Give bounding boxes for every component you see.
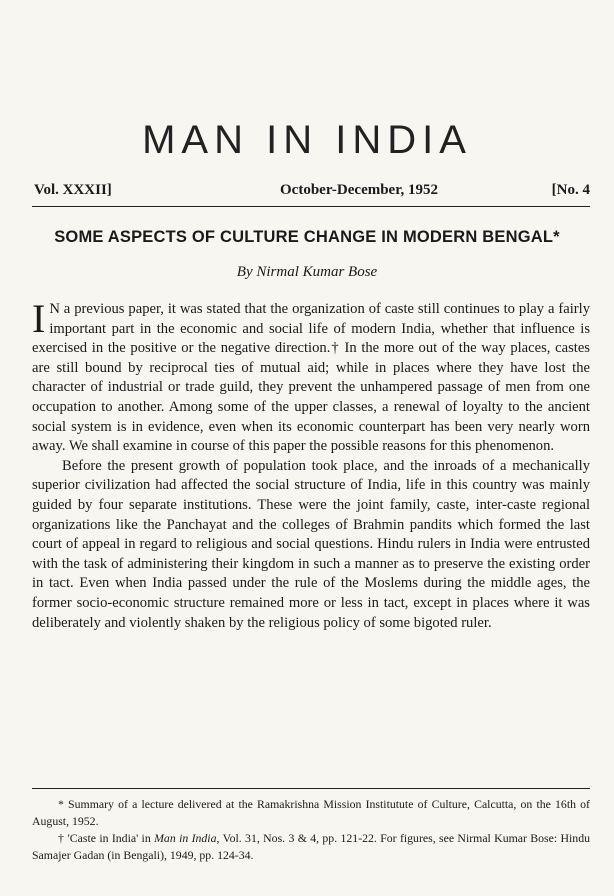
header-rule xyxy=(32,206,590,207)
footnote-1: * Summary of a lecture delivered at the Ramakrishna Mission Institutute of Culture, Calcutta, on the 16th of August, 1952. xyxy=(32,797,590,828)
paragraph-1-text: N a previous paper, it was stated that the organization of caste still continues to play a fairly important part in the economic and social life of modern India, whether that influence is exercised in the positive or the negative direction.† In the more out of the way places, castes are still bound by reciprocal ties of mutual aid; while in places where they have lost the character of industrial or trade guild, they prevent the unhampered passage of men from one occupation to another. Among some of the upper classes, a renewal of loyalty to the ancient social system is in evidence, even when its economic counterpart has been very nearly worn away. We shall examine in course of this paper the possible reasons for this phenomenon. xyxy=(32,301,590,455)
footnote-2 xyxy=(32,830,590,864)
footnote-2-suffix: , Vol. 31, Nos. 3 & 4, pp. 121-22. For figures, see Nirmal Kumar Bose: Hindu Samajer Gadan (in Bengali), 1949, pp. 124-34. xyxy=(32,831,590,862)
article-title: SOME ASPECTS OF CULTURE CHANGE IN MODERN BENGAL* xyxy=(54,228,560,246)
article-byline: By Nirmal Kumar Bose xyxy=(236,264,378,280)
journal-title: MAN IN INDIA xyxy=(142,118,472,162)
footnote-2-journal: Man in India xyxy=(154,831,217,845)
footnote-2-prefix: † 'Caste in India' in xyxy=(58,831,155,845)
issue-number: [No. 4 xyxy=(551,182,590,198)
issue-line xyxy=(32,178,590,204)
drop-cap: I xyxy=(32,296,46,341)
paragraph-2: Before the present growth of population took place, and the inroads of a mechanically superior civilization had affected the social structure of India, life in this country was mainly guided by four separate institutions. These were the joint family, caste, inter-caste regional organizations like the Panchayat and the colleges of Brahmin pandits which formed the last court of appeal in regard to religious and social questions. Hindu rulers in India were entrusted with the task of administering their kingdom in such a manner as to preserve the existing order in tact. Even when India passed under the rule of the Moslems during the middle ages, the former socio-economic structure remained more or less in tact, except in places where it was deliberately and violently shaken by the religious policy of some bigoted ruler. xyxy=(32,457,590,631)
article-body xyxy=(32,296,590,633)
issue-date: October-December, 1952 xyxy=(280,182,438,198)
paragraph-1 xyxy=(32,296,590,457)
issue-volume: Vol. XXXII] xyxy=(34,182,112,198)
footnotes xyxy=(32,796,590,864)
footnote-rule xyxy=(32,788,590,789)
